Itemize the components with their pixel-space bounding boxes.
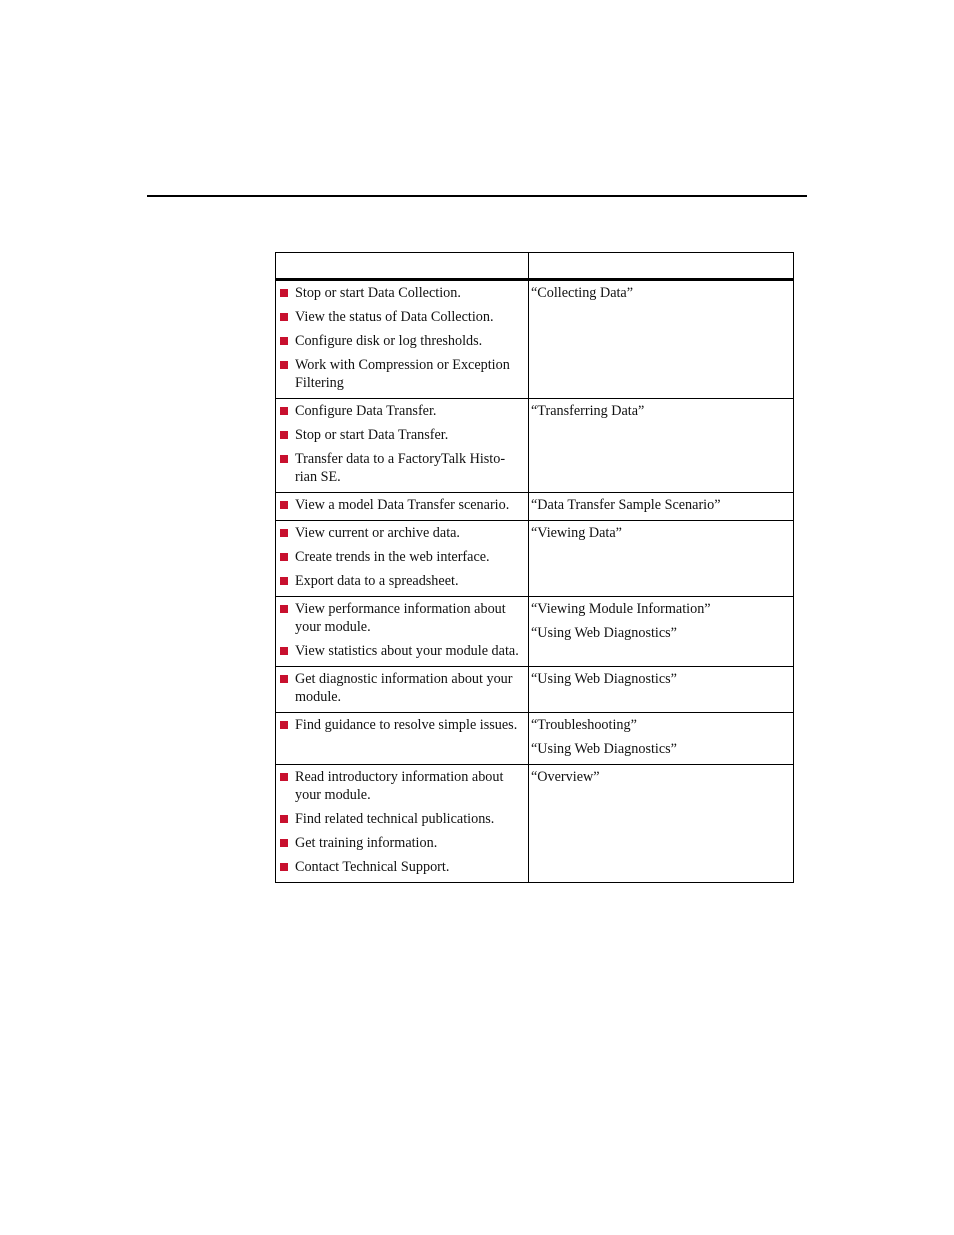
task-item xyxy=(278,810,528,828)
reference-list xyxy=(531,284,793,302)
task-list xyxy=(278,284,528,392)
task-item xyxy=(278,284,528,302)
task-item xyxy=(278,834,528,852)
reference-link[interactable]: “Using Web Diagnostics” xyxy=(531,741,677,757)
task-text: Configure disk or log thresholds. xyxy=(295,333,483,349)
task-cell xyxy=(276,765,529,883)
square-bullet-icon xyxy=(280,839,288,847)
task-item xyxy=(278,332,528,350)
task-list xyxy=(278,768,528,876)
task-item xyxy=(278,548,528,566)
table-row xyxy=(276,399,794,493)
task-list xyxy=(278,670,528,706)
table-row xyxy=(276,280,794,399)
reference-cell xyxy=(529,667,794,713)
task-text: Get diagnostic information about your module. xyxy=(295,671,513,705)
square-bullet-icon xyxy=(280,431,288,439)
task-item xyxy=(278,524,528,542)
reference-cell xyxy=(529,713,794,765)
task-text: Stop or start Data Collection. xyxy=(295,285,461,301)
task-text: Export data to a spreadsheet. xyxy=(295,573,459,589)
task-text: Transfer data to a FactoryTalk Histo-rian SE. xyxy=(295,451,506,485)
task-item xyxy=(278,642,528,660)
reference-link[interactable]: “Using Web Diagnostics” xyxy=(531,671,677,687)
square-bullet-icon xyxy=(280,815,288,823)
task-list xyxy=(278,524,528,590)
header-rule xyxy=(147,195,807,197)
task-item xyxy=(278,670,528,706)
task-cell xyxy=(276,597,529,667)
reference-list xyxy=(531,524,793,542)
task-text: Stop or start Data Transfer. xyxy=(295,427,449,443)
table-row xyxy=(276,521,794,597)
task-item xyxy=(278,572,528,590)
square-bullet-icon xyxy=(280,773,288,781)
reference-cell xyxy=(529,521,794,597)
task-cell xyxy=(276,667,529,713)
reference-list xyxy=(531,768,793,786)
table-row xyxy=(276,765,794,883)
reference-link[interactable]: “Troubleshooting” xyxy=(531,717,637,733)
column-header-reference xyxy=(529,253,794,280)
task-text: Read introductory information about your module. xyxy=(295,769,504,803)
task-cell xyxy=(276,493,529,521)
square-bullet-icon xyxy=(280,361,288,369)
square-bullet-icon xyxy=(280,455,288,463)
task-cell xyxy=(276,521,529,597)
reference-link[interactable]: “Overview” xyxy=(531,769,600,785)
task-item xyxy=(278,450,528,486)
reference-link[interactable]: “Collecting Data” xyxy=(531,285,634,301)
task-list xyxy=(278,600,528,660)
square-bullet-icon xyxy=(280,289,288,297)
table-row xyxy=(276,597,794,667)
reference-list xyxy=(531,496,793,514)
reference-cell xyxy=(529,399,794,493)
task-text: Find guidance to resolve simple issues. xyxy=(295,717,518,733)
task-item xyxy=(278,768,528,804)
square-bullet-icon xyxy=(280,605,288,613)
task-item xyxy=(278,600,528,636)
table-row xyxy=(276,713,794,765)
reference-list xyxy=(531,402,793,420)
reference-list xyxy=(531,716,793,758)
square-bullet-icon xyxy=(280,721,288,729)
square-bullet-icon xyxy=(280,337,288,345)
task-text: Contact Technical Support. xyxy=(295,859,450,875)
square-bullet-icon xyxy=(280,501,288,509)
task-list xyxy=(278,716,528,734)
table-row xyxy=(276,493,794,521)
column-header-task xyxy=(276,253,529,280)
square-bullet-icon xyxy=(280,577,288,585)
reference-cell xyxy=(529,280,794,399)
reference-link[interactable]: “Data Transfer Sample Scenario” xyxy=(531,497,721,513)
reference-list xyxy=(531,600,793,642)
square-bullet-icon xyxy=(280,553,288,561)
task-text: View current or archive data. xyxy=(295,525,460,541)
task-text: View the status of Data Collection. xyxy=(295,309,494,325)
task-text: View a model Data Transfer scenario. xyxy=(295,497,510,513)
square-bullet-icon xyxy=(280,407,288,415)
reference-cell xyxy=(529,493,794,521)
task-item xyxy=(278,308,528,326)
task-text: View statistics about your module data. xyxy=(295,643,519,659)
reference-cell xyxy=(529,597,794,667)
task-text: View performance information about your module. xyxy=(295,601,506,635)
task-text: Find related technical publications. xyxy=(295,811,495,827)
reference-cell xyxy=(529,765,794,883)
task-reference-table xyxy=(275,252,794,883)
task-item xyxy=(278,716,528,734)
task-item xyxy=(278,496,528,514)
square-bullet-icon xyxy=(280,863,288,871)
task-cell xyxy=(276,280,529,399)
square-bullet-icon xyxy=(280,647,288,655)
reference-link[interactable]: “Viewing Module Information” xyxy=(531,601,711,617)
task-cell xyxy=(276,713,529,765)
task-item xyxy=(278,402,528,420)
task-list xyxy=(278,496,528,514)
reference-link[interactable]: “Viewing Data” xyxy=(531,525,622,541)
task-item xyxy=(278,426,528,444)
square-bullet-icon xyxy=(280,313,288,321)
task-cell xyxy=(276,399,529,493)
reference-list xyxy=(531,670,793,688)
task-text: Create trends in the web interface. xyxy=(295,549,490,565)
task-text: Get training information. xyxy=(295,835,438,851)
task-text: Work with Compression or Exception Filtering xyxy=(295,357,510,391)
table-header-row xyxy=(276,253,794,280)
table-row xyxy=(276,667,794,713)
square-bullet-icon xyxy=(280,675,288,683)
square-bullet-icon xyxy=(280,529,288,537)
reference-link[interactable]: “Transferring Data” xyxy=(531,403,645,419)
task-item xyxy=(278,356,528,392)
task-list xyxy=(278,402,528,486)
task-item xyxy=(278,858,528,876)
task-text: Configure Data Transfer. xyxy=(295,403,437,419)
reference-link[interactable]: “Using Web Diagnostics” xyxy=(531,625,677,641)
